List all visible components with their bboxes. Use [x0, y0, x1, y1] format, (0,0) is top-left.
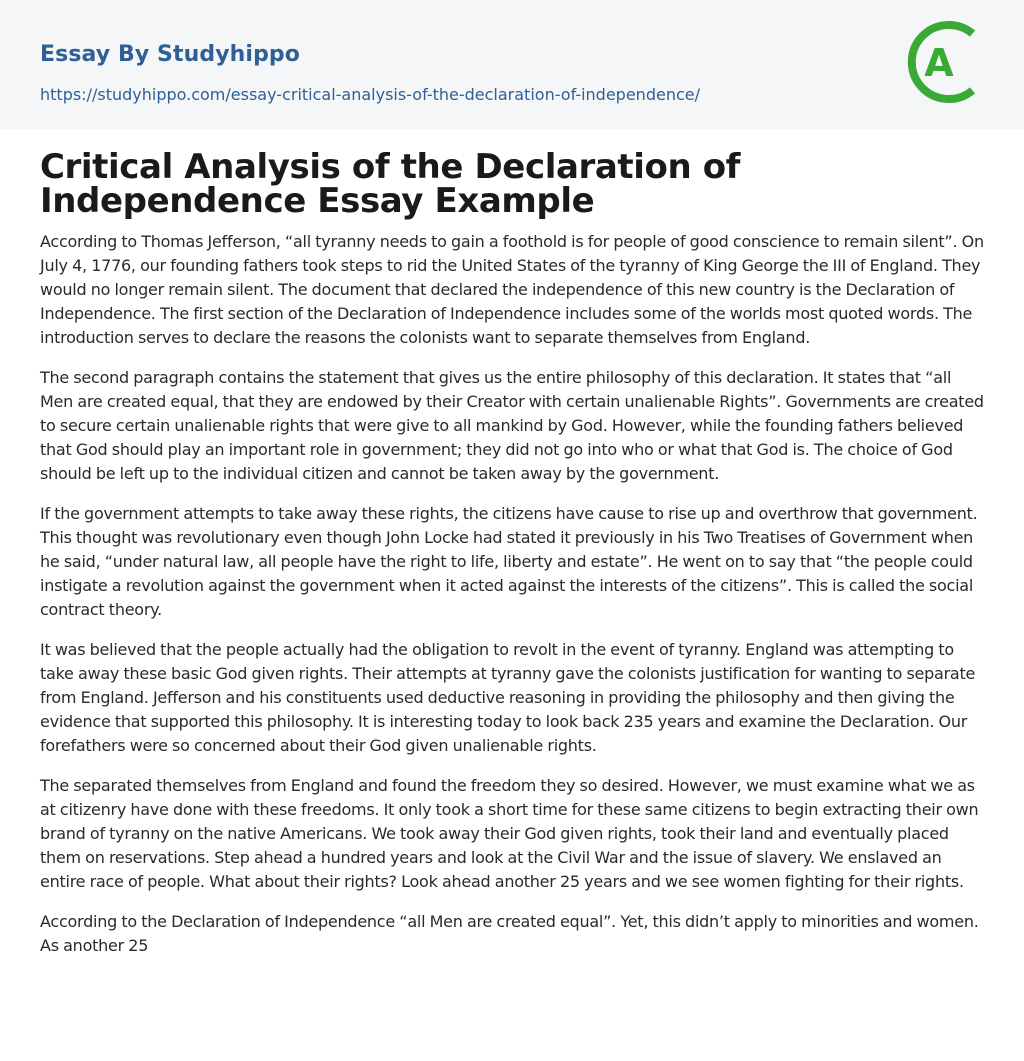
site-brand[interactable]: Essay By Studyhippo [40, 42, 300, 67]
article-paragraph: If the government attempts to take away these rights, the citizens have cause to rise up and overthrow that government. This thought was revolutionary even though John Locke had stated it previously in his Two Treatises of Government when he said, “under natural law, all people have the right to life, liberty and estate”. He went on to say that “the people could instigate a revolution against the government when it acted against the interests of the citizens”. This is called the social contract theory. [40, 504, 978, 619]
studyhippo-logo-icon[interactable] [906, 19, 986, 105]
article-url-link[interactable]: https://studyhippo.com/essay-critical-analysis-of-the-declaration-of-independence/ [40, 85, 700, 104]
page-title: Critical Analysis of the Declaration of Independence Essay Example [40, 147, 741, 221]
article-paragraph: The separated themselves from England and found the freedom they so desired. However, we must examine what we as at citizenry have done with these freedoms. It only took a short time for these same citizens to begin extracting their own brand of tyranny on the native Americans. We took away their God given rights, took their land and eventually placed them on reservations. Step ahead a hundred years and look at the Civil War and the issue of slavery. We enslaved an entire race of people. What about their rights? Look ahead another 25 years and we see women fighting for their rights. [40, 776, 979, 891]
site-header [0, 0, 1024, 129]
article-paragraph: According to the Declaration of Independence “all Men are created equal”. Yet, this didn’t apply to minorities and women. As another 25 [40, 912, 979, 955]
article-paragraph: The second paragraph contains the statement that gives us the entire philosophy of this declaration. It states that “all Men are created equal, that they are endowed by their Creator with certain unalienable Rights”. Governments are created to secure certain unalienable rights that were give to all mankind by God. However, while the founding fathers believed that God should play an important role in government; they did not go into who or what that God is. The choice of God should be left up to the individual citizen and cannot be taken away by the government. [40, 368, 984, 483]
article-paragraph: According to Thomas Jefferson, “all tyranny needs to gain a foothold is for people of good conscience to remain silent”. On July 4, 1776, our founding fathers took steps to rid the United States of the tyranny of King George the III of England. They would no longer remain silent. The document that declared the independence of this new country is the Declaration of Independence. The first section of the Declaration of Independence includes some of the worlds most quoted words. The introduction serves to declare the reasons the colonists want to separate themselves from England. [40, 232, 984, 347]
article-paragraph: It was believed that the people actually had the obligation to revolt in the event of tyranny. England was attempting to take away these basic God given rights. Their attempts at tyranny gave the colonists justification for wanting to separate from England. Jefferson and his constituents used deductive reasoning in providing the philosophy and then giving the evidence that supported this philosophy. It is interesting today to look back 235 years and examine the Declaration. Our forefathers were so concerned about their God given unalienable rights. [40, 640, 976, 755]
article [40, 147, 986, 974]
logo-letter: A [924, 41, 954, 85]
